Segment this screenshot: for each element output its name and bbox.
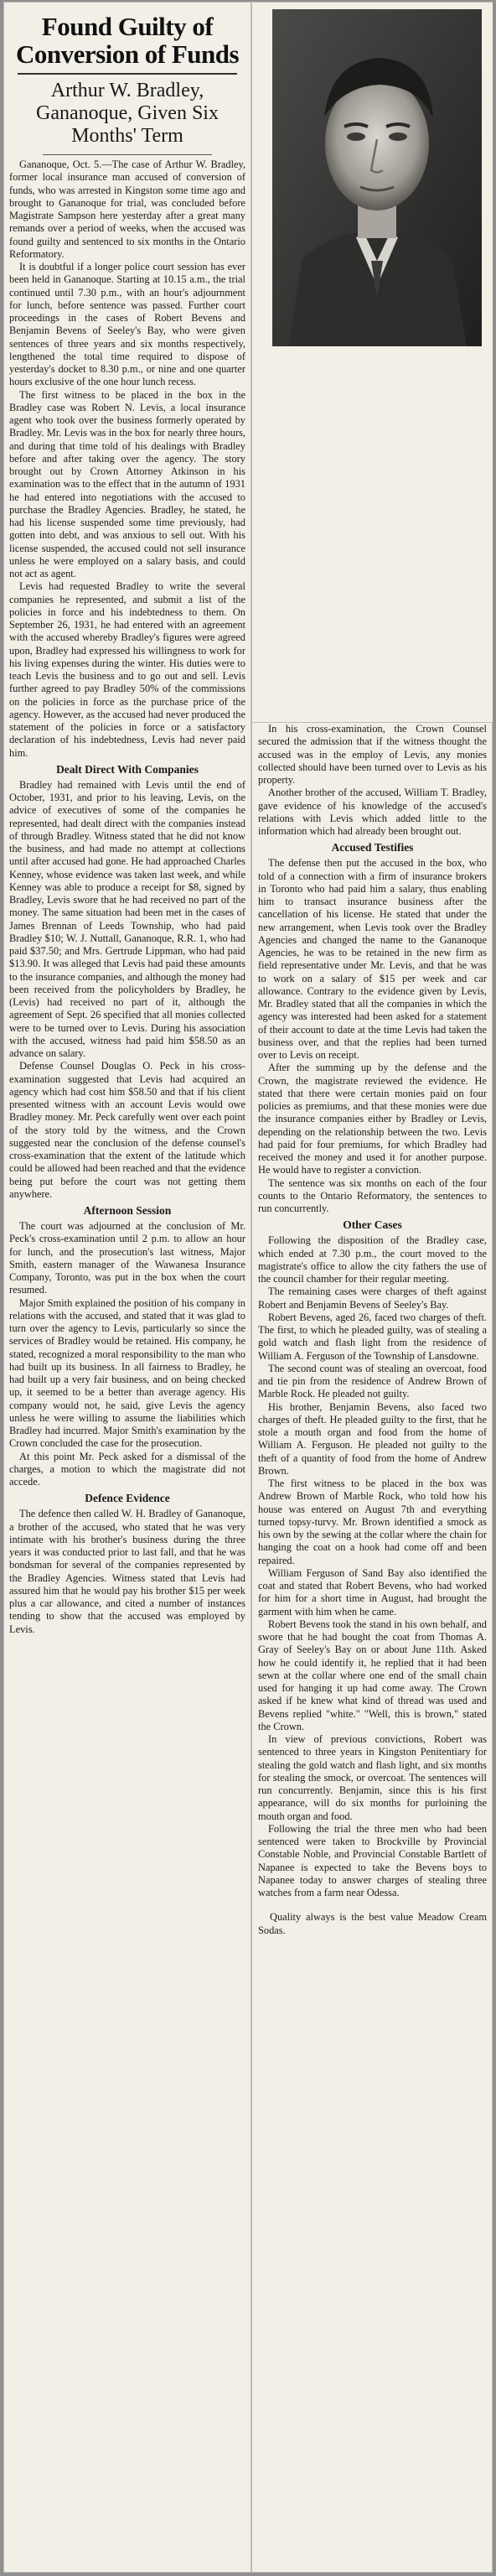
portrait-photo (272, 9, 482, 346)
section-heading: Dealt Direct With Companies (56, 762, 199, 776)
paragraph: In his cross-examination, the Crown Counsel secured the admission that if the witness thought the accused was in the employ of Levis, any monies collected should have been turned over to Levis as his property. (258, 723, 487, 786)
paragraph: Bradley had remained with Levis until the end of October, 1931, and prior to his leaving, Levis, on the advice of executives of some of the companies he represented, had dealt direct with the companies instead of through Bradley. Witness stated that he did not know the business, and had made no attempt at collections until after accused had gone. He had approached Charles Kenney, whose evidence was taken last week, and while Kenney was able to produce a receipt for $8, signed by Bradley, Levis swore that he had received no part of the money. The same situation had been met in the cases of James Brennan of Leeds Township, who had paid Bradley $10; W. J. Nuttall, Gananoque, R.R. 1, who had paid $37.50; and Mrs. Gertrude Lippman, who had paid $13.90. It was alleged that Levis had paid these amounts to the insurance companies, and although the money had been received from the policyholders by Bradley, he (Levis) had received no part of it, although the agreement of Sept. 26 specified that all monies collected were to be turned over to Levis. During his association with the accused, witness had paid him $58.50 as an advance on salary. (9, 778, 245, 1059)
paragraph: Another brother of the accused, William T. Bradley, gave evidence of his knowledge of the accused's relations with Levis which added little to the information which had already been brought out. (258, 787, 487, 837)
paragraph: It is doubtful if a longer police court session has ever been held in Gananoque. Starting at 10.15 a.m., the trial continued until 7.30 p.m., with an hour's adjournment for lunch, before sentence was passed. Further court proceedings in the cases of Robert Bevens and Benjamin Bevens of Seeley's Bay, who were given sentences of three years and six months respectively, lengthened the total time required to dispose of yesterday's docket to 8.30 p.m., or nine and one quarter hours exclusive of the one hour lunch recess. (9, 261, 245, 388)
article-left-column (3, 2, 251, 2573)
paragraph: Major Smith explained the position of his company in relations with the accused, and stated that it was glad to turn over the agency to Levis, particularly so since the services of Bradley would be retained. His company, he stated, recognized a moral responsibility to the man who had built up its business. In all fairness to Bradley, he had built up a very fair business, and on being checked up, it seemed to be a better than average agency. His company would not, he said, give Levis the agency unless he were willing to assume the liabilities which Bradley had incurred. Major Smith's examination by the Crown concluded the case for the prosecution. (9, 1296, 245, 1450)
paragraph: At this point Mr. Peck asked for a dismissal of the charges, a motion to which the magistrate did not accede. (9, 1450, 245, 1488)
headline: Found Guilty of Conversion of Funds (15, 12, 240, 69)
paragraph: Following the disposition of the Bradley case, which ended at 7.30 p.m., the court moved to the magistrate's office to allow the city fathers the use of the council chamber for their regular meeting. (258, 1234, 487, 1285)
paragraph: The defence then called W. H. Bradley of Gananoque, a brother of the accused, who stated that he was very intimate with his brother's business during the three years it was conducted prior to last fall, and that he was bondsman for several of the companies represented by the Bradley Agencies. Witness stated that Levis had assured him that he would pay his brother $15 per week plus a car allowance, and cited a number of instances tending to show that the accused was employed by Levis. (9, 1508, 245, 1635)
subheadline: Arthur W. Bradley, Gananoque, Given Six Months' Term (36, 80, 219, 147)
subheadline-rule (43, 154, 212, 155)
section-heading: Defence Evidence (85, 1492, 170, 1505)
paragraph: After the summing up by the defense and the Crown, the magistrate reviewed the evidence. He stated that there were certain monies paid on four policies as premiums, and that these monies were due the insurance companies either by Bradley or Levis, depending on the relationship between the two. Levis had paid for four premiums, for which Bradley had received the money and used it for another purpose. He would have to register a conviction. (258, 1062, 487, 1176)
filler-text: Quality always is the best value Meadow Cream Sodas. (258, 1911, 487, 1936)
paragraph: Levis had requested Bradley to write the several companies he represented, and submit a list of the policies in force and his indebtedness to them. On September 26, 1931, he had entered with an agreement with the accused whereby Bradley's figures were agreed upon, Bradley had expressed his willingness to work for his living expenses during the winter. His duties were to teach Levis the business and to go out and sell. Levis further agreed to pay Bradley 50% of the commissions on the policies in force as the purchase price of the agency. However, as the accused had never produced the statement of the policies in force or a satisfactory declaration of his indebtedness, Levis had never paid him. (9, 580, 245, 759)
article-right-column (251, 2, 493, 2573)
paragraph: The first witness to be placed in the box was Andrew Brown of Marble Rock, who told how his house was entered on August 7th and everything turned topsy-turvy. Mr. Brown identified a smock as his own by the sewing at the collar where the chain for hanging the coat on a hook had come off and been repaired. (258, 1478, 487, 1566)
section-heading: Afternoon Session (83, 1204, 172, 1217)
paragraph: The first witness to be placed in the box in the Bradley case was Robert N. Levis, a local insurance agent who took over the business formerly operated by Bradley. Mr. Levis was in the box for nearly three hours, and during that time told of his dealings with Bradley before and after taking over the agency. The story brought out by Crown Attorney Atkinson in his examination was to the effect that in the autumn of 1931 he had entered into negotiations with the accused to purchase the Bradley Agencies. Bradley, he stated, he had his license suspended some time previously, had gotten into debt, and was anxious to sell out. With his license suspended, the accused could not sell insurance unless he were employed on a salary basis, and could not act as agent. (9, 388, 245, 579)
paragraph: Robert Bevens took the stand in his own behalf, and swore that he had bought the coat from Thomas A. Gray of Seeley's Bay on or about June 11th. Asked how he could identify it, he replied that it had been sewn at the collar where one end of the small chain used for hanging it up had come away. The Crown asked if he knew what kind of thread was used and Bevens replied "white." "Well, this is brown," stated the Crown. (258, 1618, 487, 1732)
paragraph: The second count was of stealing an overcoat, food and tie pin from the residence of Andrew Brown of Marble Rock. He pleaded not guilty. (258, 1362, 487, 1400)
article-body-right (258, 723, 487, 1937)
portrait-area (252, 3, 493, 723)
section-heading: Other Cases (343, 1218, 402, 1232)
paragraph: Gananoque, Oct. 5.—The case of Arthur W. Bradley, former local insurance man accused of conversion of funds, who was arrested in Kingston some time ago and brought to Gananoque for trial, was concluded before Magistrate Sampson here yesterday after a great many remands over a period of weeks, when the accused was found guilty and sentenced to six months in the Ontario Reformatory. (9, 158, 245, 260)
headline-rule (18, 73, 237, 75)
paragraph: The court was adjourned at the conclusion of Mr. Peck's cross-examination until 2 p.m. to allow an hour for lunch, and the prosecution's last witness, Major Smith, eastern manager of the Wawanesa Insurance Company, Toronto, was put in the box when the court resumed. (9, 1220, 245, 1296)
paragraph: The sentence was six months on each of the four counts to the Ontario Reformatory, the sentences to run concurrently. (258, 1176, 487, 1214)
filler-item (258, 1911, 487, 1937)
paragraph: The remaining cases were charges of theft against Robert and Benjamin Bevens of Seeley's Bay. (258, 1285, 487, 1311)
paragraph: The defense then put the accused in the box, who told of a connection with a firm of insurance brokers in Toronto who had paid him a salary, thus enabling him to transact insurance business after the cancellation of his license. He stated that under the new arrangement, when Levis took over the Bradley Agencies and changed the name to the Gananoque Agencies, he was to be retained in the new firm as field representative under Mr. Levis, and that he was to work on a salary of $15 per week and car allowance. Contrary to the evidence given by Levis, Mr. Bradley stated that all the companies in which the agency was interested had been asked for a statement of their account to date at the time Levis had taken the business over, and that the replies had been turned over to Levis on receipt. (258, 857, 487, 1061)
article-body-left (9, 158, 245, 1636)
paragraph: William Ferguson of Sand Bay also identified the coat and stated that Robert Bevens, who had worked for him for a short time in August, had brought the garment with him when he came. (258, 1566, 487, 1618)
paragraph: His brother, Benjamin Bevens, also faced two charges of theft. He pleaded guilty to the first, that he stole a mouth organ and food from the home of William A. Ferguson. He pleaded not guilty to the theft of a quantity of food from the home of Andrew Brown. (258, 1400, 487, 1477)
paragraph: Following the trial the three men who had been sentenced were taken to Brockville by Provincial Constable Noble, and Provincial Constable Bartlett of Napanee is expected to take the Bevens boys to Napanee today to answer charges of stealing three watches from a farm near Odessa. (258, 1822, 487, 1898)
paragraph: In view of previous convictions, Robert was sentenced to three years in Kingston Penitentiary for stealing the gold watch and flash light, and six months for stealing the smock, or overcoat. The sentences will run concurrently. Benjamin, since this is his first appearance, will do six months for purloining the mouth organ and food. (258, 1733, 487, 1822)
section-heading: Accused Testifies (331, 841, 414, 854)
paragraph: Robert Bevens, aged 26, faced two charges of theft. The first, to which he pleaded guilty, was of stealing a gold watch and flash light from the residence of William A. Ferguson of the Township of Lansdowne. (258, 1311, 487, 1362)
paragraph: Defense Counsel Douglas O. Peck in his cross-examination suggested that Levis had acquired an agency which had cost him $58.50 and that if his client presented witness with an account Levis would owe Bradley money. Mr. Peck carefully went over each point of the story told by the witness, and the Crown suggested near the conclusion of the defense counsel's cross-examination that the extent of the latitude which could be allowed had been reached and that the evidence being put before the court was not getting them anywhere. (9, 1060, 245, 1200)
